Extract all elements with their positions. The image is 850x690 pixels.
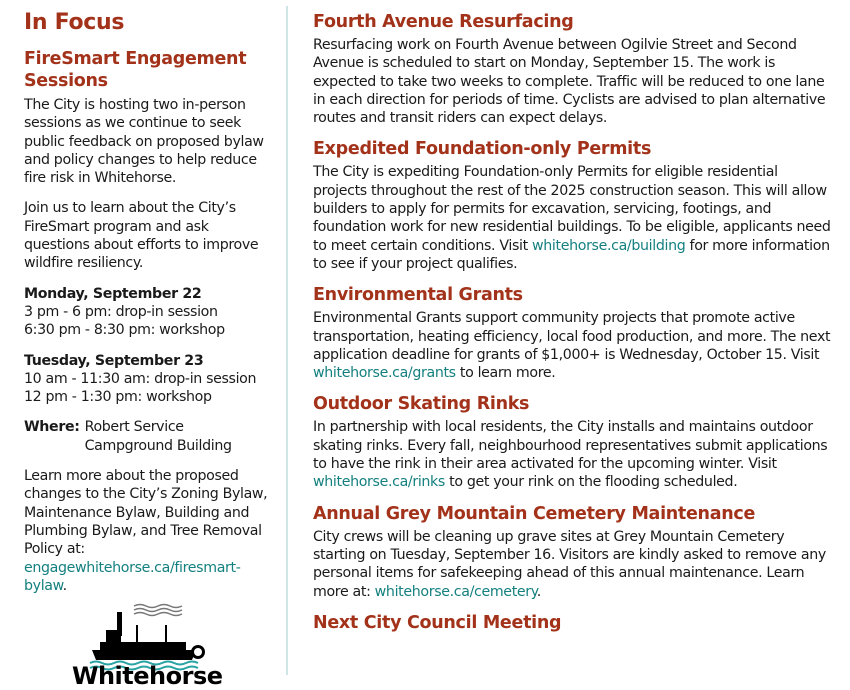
session-day: Tuesday, September 23 xyxy=(24,352,204,369)
firesmart-intro: The City is hosting two in-person sessions as we continue to seek public feedback on proposed bylaw and policy changes to help reduce fire risk in Whitehorse. xyxy=(24,97,264,187)
article-title: Expedited Foundation-only Permits xyxy=(313,139,652,160)
article-title: Environmental Grants xyxy=(313,285,523,306)
session-location xyxy=(24,418,272,455)
article-skating-rinks xyxy=(313,392,833,491)
article-title: Fourth Avenue Resurfacing xyxy=(313,12,574,32)
article-foundation-permits xyxy=(313,137,833,273)
article-title: Outdoor Skating Rinks xyxy=(313,394,530,415)
session-day: Monday, September 22 xyxy=(24,285,202,302)
session-time: 10 am - 11:30 am: drop-in session xyxy=(24,370,257,387)
building-link[interactable]: whitehorse.ca/building xyxy=(532,237,686,254)
article-council-meeting xyxy=(313,611,833,635)
in-focus-column xyxy=(24,8,272,607)
article-body: City crews will be cleaning up grave sites at Grey Mountain Cemetery starting on Tuesday, September 16. Visitors are kindly asked to remove any personal items for safekeeping ahead of this annual maintenance. Learn more at: whitehorse.ca/cemetery. xyxy=(313,528,826,600)
firesmart-join-text: Join us to learn about the City’s FireSmart program and ask questions about efforts to improve wildfire resiliency. xyxy=(24,200,259,272)
rinks-link[interactable]: whitehorse.ca/rinks xyxy=(313,474,445,491)
article-environmental-grants xyxy=(313,283,833,382)
firesmart-bylaw-link[interactable]: engagewhitehorse.ca/firesmart-bylaw xyxy=(24,559,241,594)
logo-wordmark: Whitehorse xyxy=(72,662,223,690)
cemetery-link[interactable]: whitehorse.ca/cemetery xyxy=(374,583,537,600)
in-focus-title: In Focus xyxy=(24,10,125,35)
article-body: The City is expediting Foundation-only Permits for eligible residential projects throughout the rest of the 2025 construction season. This will allow builders to apply for permits for excavation, servicing, footings, and foundation work for new residential buildings. To be eligible, applicants need to meet certain conditions. Visit whitehorse.ca/building for more information to see if your project qualifies. xyxy=(313,164,831,272)
where-value: Robert Service Campground Building xyxy=(84,419,232,454)
whitehorse-logo xyxy=(72,600,223,690)
article-title: Annual Grey Mountain Cemetery Maintenance xyxy=(313,503,756,524)
column-divider xyxy=(286,6,288,675)
session-tuesday xyxy=(24,352,272,407)
where-label: Where: xyxy=(24,419,80,436)
learn-more-text: Learn more about the proposed changes to the City’s Zoning Bylaw, Maintenance Bylaw, Building and Plumbing Bylaw, and Tree Removal Policy at: engagewhitehorse.ca/firesmart-bylaw. xyxy=(24,468,268,594)
article-cemetery-maintenance xyxy=(313,502,833,601)
article-body: In partnership with local residents, the City installs and maintains outdoor skating rinks. Every fall, neighbourhood representatives submit applications to have the rink in their area activated for the upcoming winter. Visit whitehorse.ca/rinks to get your rink on the flooding scheduled. xyxy=(313,419,828,491)
article-body: Resurfacing work on Fourth Avenue between Ogilvie Street and Second Avenue is scheduled to start on Monday, September 15. The work is expected to take two weeks to complete. Traffic will be reduced to one lane in each direction for periods of time. Cyclists are advised to plan alternative routes and transit riders can expect delays. xyxy=(313,37,826,127)
firesmart-heading: FireSmart Engagement Sessions xyxy=(24,49,247,91)
article-fourth-avenue xyxy=(313,10,833,127)
session-time: 3 pm - 6 pm: drop-in session xyxy=(24,303,218,320)
session-time: 6:30 pm - 8:30 pm: workshop xyxy=(24,322,225,339)
grants-link[interactable]: whitehorse.ca/grants xyxy=(313,365,456,382)
session-time: 12 pm - 1:30 pm: workshop xyxy=(24,389,212,406)
session-monday xyxy=(24,285,272,340)
article-title: Next City Council Meeting xyxy=(313,612,562,633)
news-column xyxy=(313,10,833,645)
article-body: Environmental Grants support community projects that promote active transportation, heating efficiency, local food production, and more. The next application deadline for grants of $1,000+ is Wednesday, October 15. Visit whitehorse.ca/grants to learn more. xyxy=(313,310,831,382)
